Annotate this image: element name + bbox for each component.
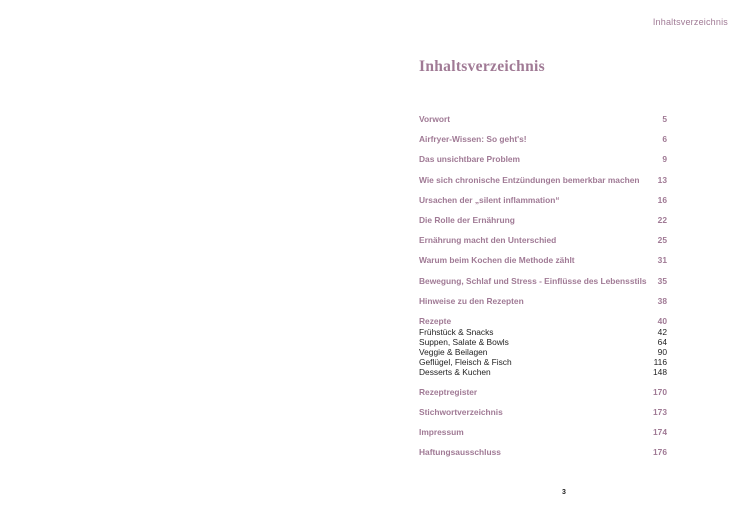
toc-entry-label: Hinweise zu den Rezepten xyxy=(419,295,524,306)
toc-entry-ursachen[interactable] xyxy=(419,195,667,206)
toc-entry-page: 40 xyxy=(657,315,667,326)
toc-entry-page: 6 xyxy=(662,134,667,145)
toc-entry-ernaehrung-unterschied[interactable] xyxy=(419,235,667,246)
toc-entry-label: Ernährung macht den Unterschied xyxy=(419,235,557,246)
toc-entry-airfryer-wissen[interactable] xyxy=(419,134,667,145)
toc-subentry-label: Veggie & Beilagen xyxy=(419,347,488,358)
toc-subentry-desserts[interactable] xyxy=(419,367,667,377)
toc-subentry-label: Desserts & Kuchen xyxy=(419,367,491,378)
page-number: 3 xyxy=(562,489,566,496)
toc-subentry-suppen[interactable] xyxy=(419,337,667,347)
toc-entry-label: Das unsichtbare Problem xyxy=(419,154,520,165)
toc-subentry-page: 42 xyxy=(657,326,667,337)
toc-entry-page: 38 xyxy=(657,295,667,306)
toc-subentry-page: 64 xyxy=(657,336,667,347)
toc-entry-chronische-entzuendungen[interactable] xyxy=(419,175,667,186)
toc-entry-rolle-ernaehrung[interactable] xyxy=(419,215,667,226)
toc-entry-page: 16 xyxy=(657,194,667,205)
toc-entry-label: Die Rolle der Ernährung xyxy=(419,214,515,225)
toc-entry-page: 176 xyxy=(653,447,667,458)
toc-subentry-gefluegel[interactable] xyxy=(419,357,667,367)
toc-entry-label: Impressum xyxy=(419,426,464,437)
toc-entry-page: 13 xyxy=(657,174,667,185)
toc-entry-label: Haftungsausschluss xyxy=(419,447,501,458)
toc-subentry-page: 148 xyxy=(653,367,667,378)
toc-entry-page: 5 xyxy=(662,114,667,124)
toc-entry-page: 173 xyxy=(653,406,667,417)
toc-entry-unsichtbare-problem[interactable] xyxy=(419,154,667,165)
toc-entry-label: Airfryer-Wissen: So geht's! xyxy=(419,134,527,145)
toc-entry-hinweise-rezepten[interactable] xyxy=(419,296,667,307)
toc-entry-label: Vorwort xyxy=(419,114,451,124)
toc-entry-rezepte[interactable] xyxy=(419,316,667,327)
toc-subentry-page: 90 xyxy=(657,347,667,358)
toc-entry-label: Rezepte xyxy=(419,315,452,326)
toc-entry-haftungsausschluss[interactable] xyxy=(419,447,667,458)
toc-entry-page: 25 xyxy=(657,235,667,246)
toc-entry-bewegung-schlaf-stress[interactable] xyxy=(419,276,667,287)
toc-subentry-veggie[interactable] xyxy=(419,347,667,357)
toc-entry-page: 170 xyxy=(653,386,667,397)
toc-entry-vorwort[interactable] xyxy=(419,114,667,125)
toc-subentry-label: Suppen, Salate & Bowls xyxy=(419,336,509,347)
toc-subentry-label: Geflügel, Fleisch & Fisch xyxy=(419,357,512,368)
toc-entry-label: Stichwortverzeichnis xyxy=(419,406,503,417)
toc-entry-label: Warum beim Kochen die Methode zählt xyxy=(419,255,575,266)
toc-entry-rezeptregister[interactable] xyxy=(419,387,667,398)
toc-entry-label: Wie sich chronische Entzündungen bemerkbar machen xyxy=(419,174,640,185)
toc-entry-label: Bewegung, Schlaf und Stress - Einflüsse des Lebensstils xyxy=(419,275,647,286)
toc-entry-kochen-methode[interactable] xyxy=(419,255,667,266)
toc-entry-stichwortverzeichnis[interactable] xyxy=(419,407,667,418)
table-of-contents xyxy=(419,114,667,467)
running-head: Inhaltsverzeichnis xyxy=(652,17,728,27)
page-title: Inhaltsverzeichnis xyxy=(419,58,545,75)
toc-entry-page: 9 xyxy=(662,154,667,165)
toc-subentry-page: 116 xyxy=(653,357,667,368)
toc-entry-page: 174 xyxy=(653,426,667,437)
toc-entry-page: 35 xyxy=(657,275,667,286)
toc-subentry-label: Frühstück & Snacks xyxy=(419,326,494,337)
toc-entry-page: 22 xyxy=(657,214,667,225)
toc-entry-label: Rezeptregister xyxy=(419,386,478,397)
toc-entry-page: 31 xyxy=(657,255,667,266)
toc-subentry-fruehstueck[interactable] xyxy=(419,327,667,337)
toc-entry-impressum[interactable] xyxy=(419,427,667,438)
toc-entry-label: Ursachen der „silent inflammation“ xyxy=(419,194,560,205)
